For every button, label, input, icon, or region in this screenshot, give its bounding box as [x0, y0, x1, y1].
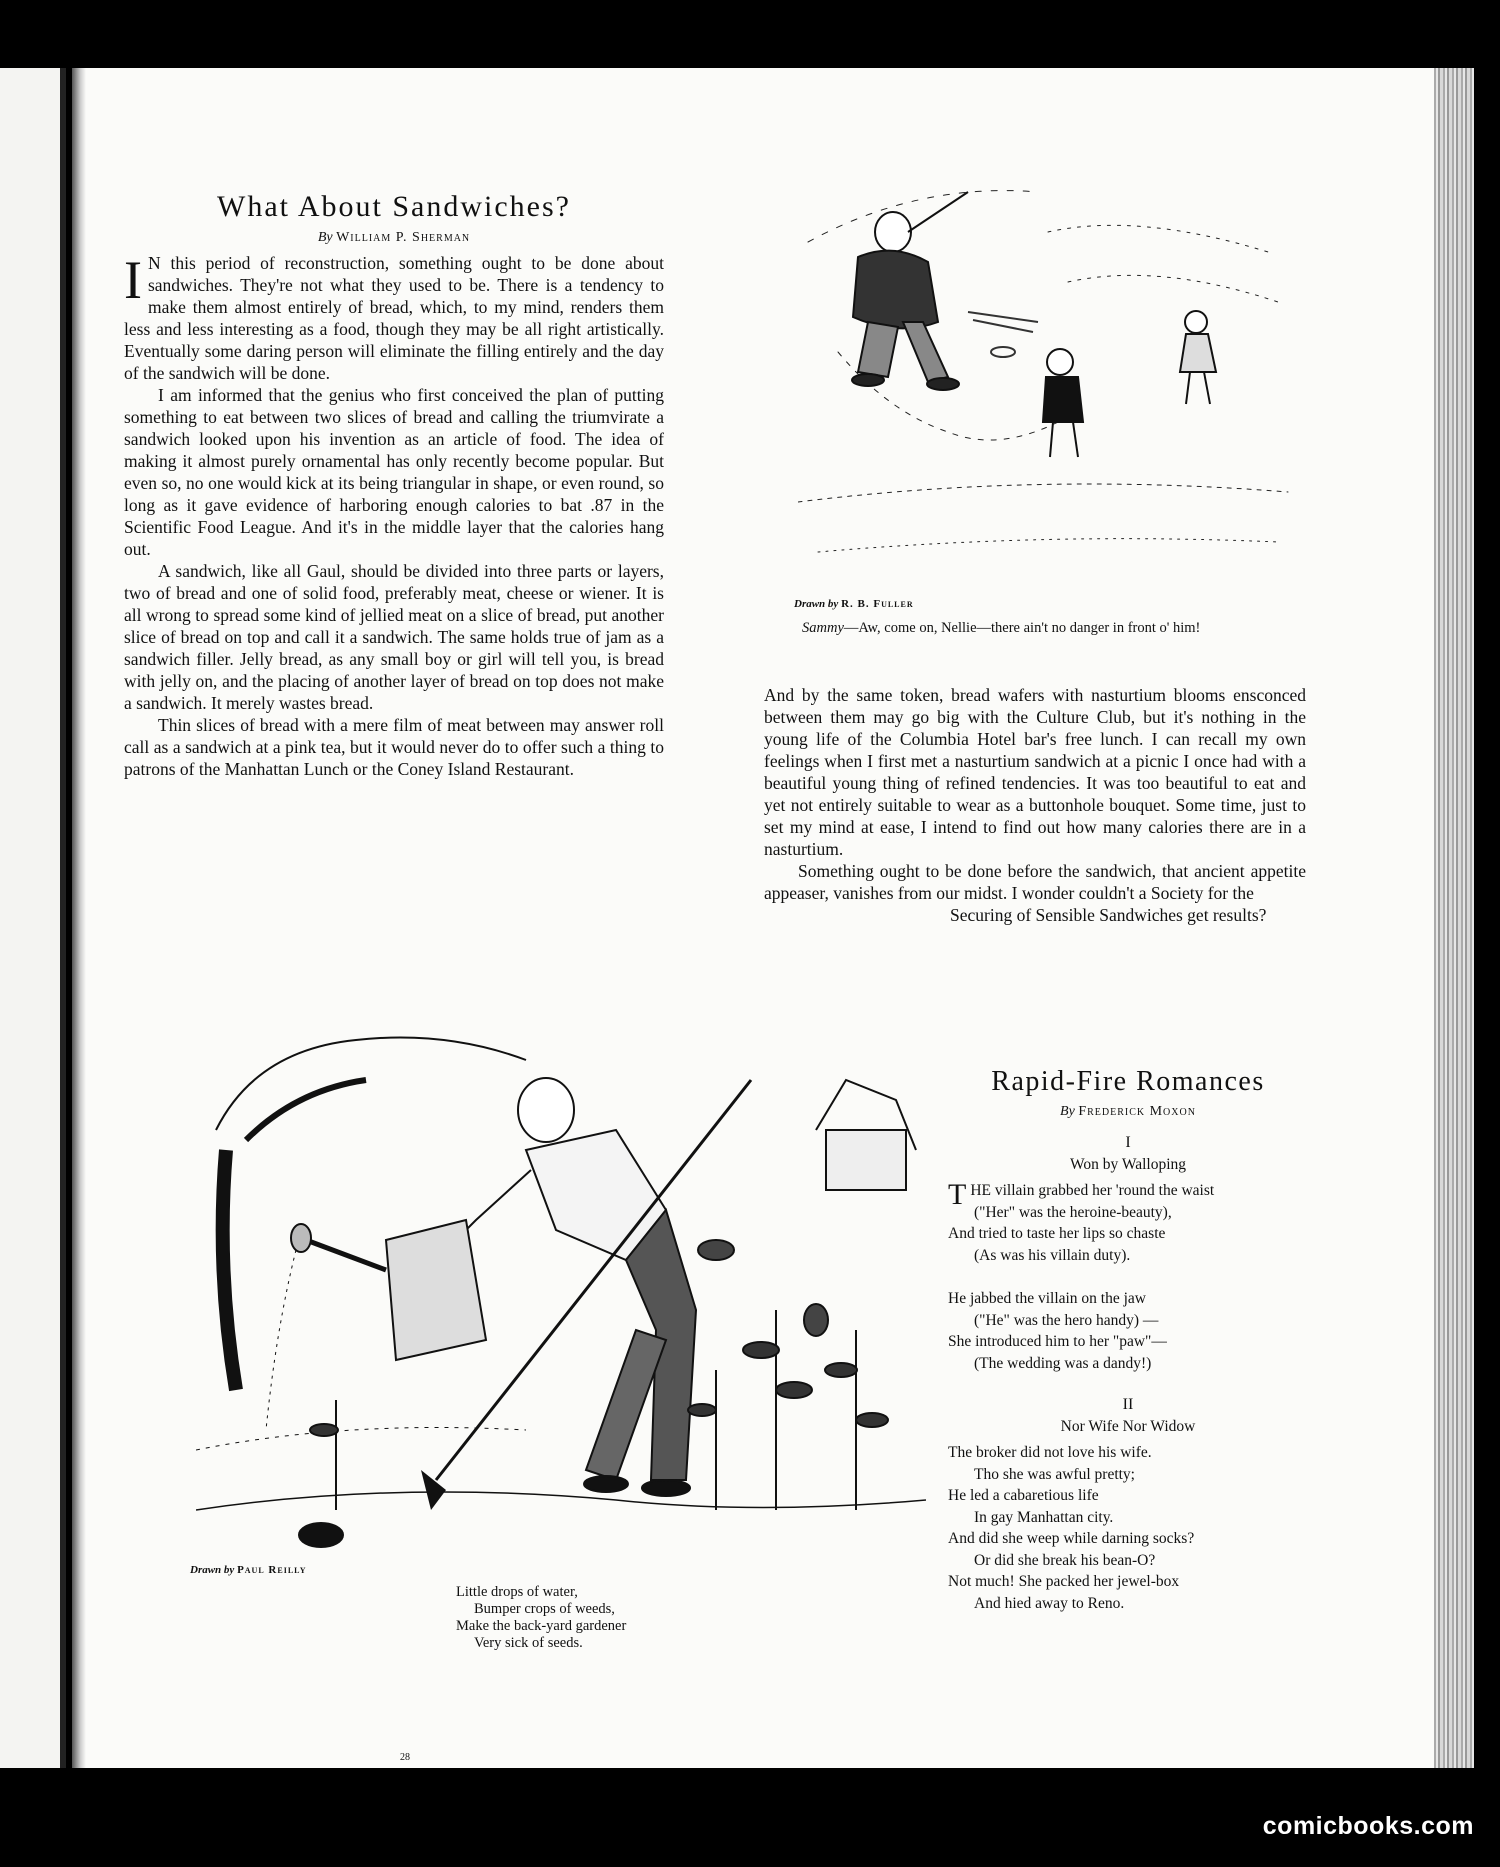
- caption-speaker: Sammy: [802, 620, 844, 636]
- credit-prefix: Drawn by: [794, 598, 839, 610]
- poem-stanza: [948, 1288, 1308, 1374]
- poem-numeral: II: [1122, 1396, 1134, 1413]
- caption-line: Bumper crops of weeds,: [474, 1601, 615, 1617]
- verse-line: (The wedding was a dandy!): [974, 1354, 1152, 1372]
- caption-line: Little drops of water,: [456, 1584, 578, 1600]
- golfer-illustration: [798, 172, 1294, 582]
- poems-section: [948, 1066, 1308, 1614]
- article-byline: [124, 230, 664, 246]
- byline-author: William P. Sherman: [336, 230, 471, 245]
- poem-title: Won by Walloping: [1069, 1156, 1187, 1173]
- site-watermark: comicbooks.com: [1262, 1812, 1474, 1840]
- article-title: What About Sandwiches?: [217, 190, 571, 223]
- byline-prefix: By: [317, 230, 333, 245]
- poem-stanza: [948, 1180, 1308, 1266]
- verse-text: HE villain grabbed her 'round the waist: [970, 1182, 1215, 1199]
- article-body: [124, 252, 664, 780]
- verse-line: He led a cabaretious life: [948, 1487, 1099, 1504]
- credit-artist: R. B. Fuller: [841, 598, 914, 610]
- drop-cap: I: [124, 250, 142, 310]
- article-paragraph: I am informed that the genius who first conceived the plan of putting something to eat between two slices of bread and calling the triumvirate a sandwich looked upon his invention as an article of food. The idea of making it almost purely ornamental has only recently become popular. But even so, no one would kick at its being triangular in shape, or even round, so long as it gave evidence of harboring enough calories to bat .87 in the Scientific Food League. And it's in the middle layer that the calories hang out.: [124, 385, 664, 559]
- caption-text: —Aw, come on, Nellie—there ain't no danger in front o' him!: [843, 620, 1201, 636]
- verse-line: Or did she break his bean-O?: [974, 1551, 1156, 1569]
- poem-title: Nor Wife Nor Widow: [1060, 1418, 1196, 1435]
- left-page-edge: [0, 68, 66, 1768]
- page-number: 28: [400, 1752, 410, 1763]
- illustration2-credit: [190, 1564, 307, 1576]
- verse-line: (As was his villain duty).: [974, 1246, 1131, 1264]
- article-paragraph: [124, 252, 664, 384]
- poems-title: Rapid-Fire Romances: [991, 1066, 1265, 1097]
- poem-verse: [948, 1442, 1308, 1614]
- poem-numeral: I: [1125, 1134, 1131, 1151]
- drop-cap: T: [948, 1178, 967, 1211]
- article-paragraph: And by the same token, bread wafers with nasturtium blooms ensconced between them may go big with the Culture Club, but it's nothing in the young life of the Columbia Hotel bar's free lunch. I can recall my own feelings when I first met a nasturtium sandwich at a picnic I once had with a beautiful young thing of refined tendencies. It was too beautiful to eat and yet not entirely suitable to wear as a buttonhole bouquet. Some time, just to set my mind at ease, I intend to find out how many calories there are in a nasturtium.: [764, 685, 1306, 859]
- byline-author: Frederick Moxon: [1078, 1104, 1196, 1119]
- article-column-right: [764, 684, 1306, 926]
- poem-verse: [948, 1180, 1308, 1374]
- illustration1-credit: [794, 598, 914, 610]
- article-paragraph: A sandwich, like all Gaul, should be divided into three parts or layers, two of bread and one of solid food, preferably meat, cheese or wiener. It is all wrong to spread some kind of jellied meat on a slice of bread, put another slice of bread on top and call it a sandwich. The same holds true of jam as a sandwich filler. Jelly bread, as any small boy or girl will tell you, is bread with jelly on, and the placing of another layer of bread on top does not make a sandwich. It merely wastes bread.: [124, 561, 664, 713]
- verse-line: In gay Manhattan city.: [974, 1508, 1114, 1526]
- gardener-illustration: [196, 1010, 926, 1570]
- verse-line: Not much! She packed her jewel-box: [948, 1573, 1180, 1590]
- byline-prefix: By: [1060, 1104, 1075, 1119]
- article-paragraph: Something ought to be done before the sandwich, that ancient appetite appeaser, vanishes from our midst. I wonder couldn't a Society for the: [764, 861, 1306, 903]
- illustration2-caption: [456, 1584, 626, 1652]
- page-gutter: [72, 68, 86, 1768]
- verse-line: He jabbed the villain on the jaw: [948, 1290, 1146, 1307]
- poems-byline: [948, 1104, 1308, 1120]
- verse-line: And tried to taste her lips so chaste: [948, 1225, 1166, 1242]
- caption-line: Very sick of seeds.: [474, 1635, 583, 1651]
- credit-artist: Paul Reilly: [237, 1564, 307, 1576]
- verse-line: Tho she was awful pretty;: [974, 1465, 1135, 1483]
- verse-line: ("Her" was the heroine-beauty),: [974, 1203, 1172, 1221]
- verse-line: [948, 1178, 1308, 1211]
- verse-line: The broker did not love his wife.: [948, 1444, 1152, 1461]
- book-fore-edge: [1434, 68, 1474, 1768]
- verse-line: She introduced him to her "paw"—: [948, 1333, 1167, 1350]
- illustration1-caption: [802, 620, 1264, 637]
- caption-line: Make the back-yard gardener: [456, 1618, 627, 1634]
- article-paragraph-end: Securing of Sensible Sandwiches get results?: [950, 905, 1267, 925]
- credit-prefix: Drawn by: [190, 1564, 235, 1576]
- verse-line: ("He" was the hero handy) —: [974, 1311, 1159, 1329]
- paragraph-text: N this period of reconstruction, something ought to be done about sandwiches. They're not what they used to be. There is a tendency to make them almost entirely of bread, which, to my mind, renders them less and less interesting as a food, though they may be all right artistically. Eventually some daring person will eliminate the filling entirely and the day of the sandwich will be done.: [124, 253, 664, 383]
- verse-line: And did she weep while darning socks?: [948, 1530, 1195, 1547]
- article-paragraph: Thin slices of bread with a mere film of meat between may answer roll call as a sandwich at a pink tea, but it would never do to offer such a thing to patrons of the Manhattan Lunch or the Coney Island Restaurant.: [124, 715, 664, 779]
- article-column-left: [124, 120, 664, 780]
- verse-line: And hied away to Reno.: [974, 1594, 1125, 1612]
